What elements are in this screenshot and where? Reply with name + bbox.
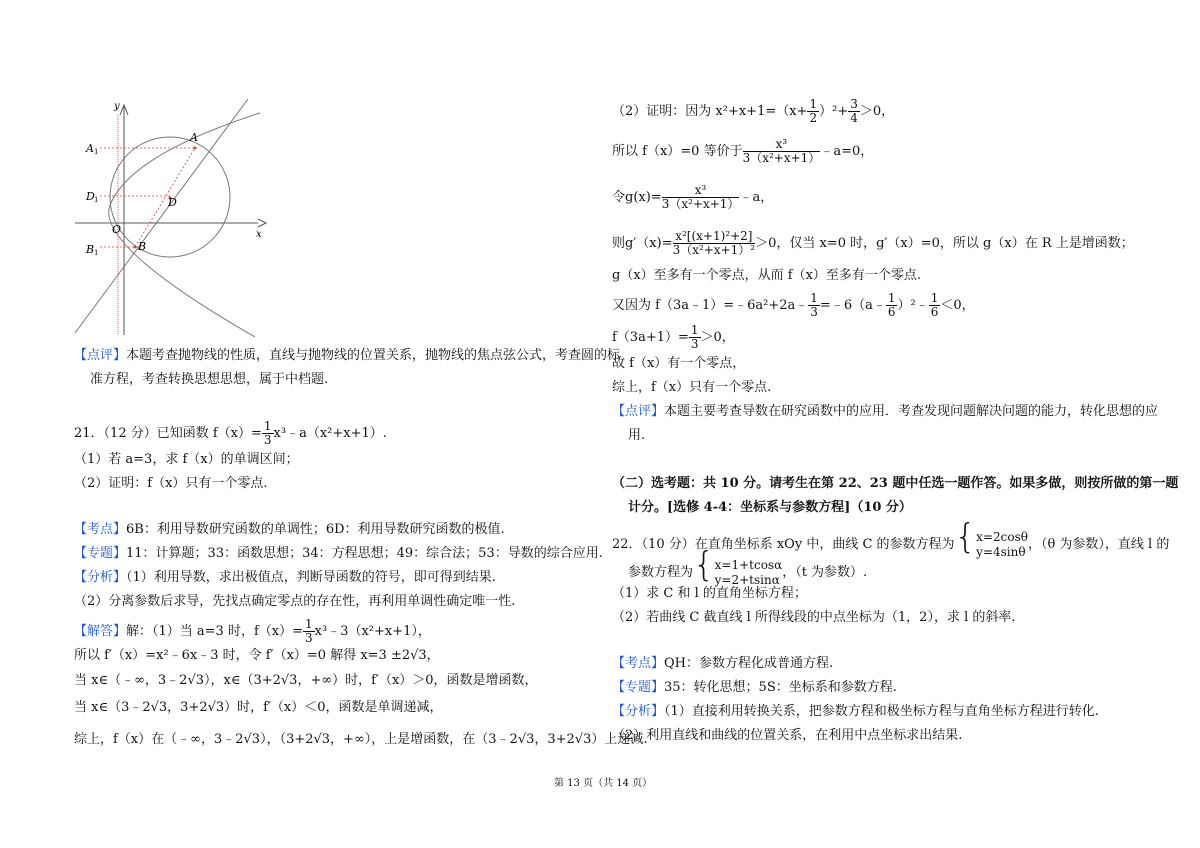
proof-g-deriv: 则g′（x)= $\frac{\text{x²[(x+1)²+2]}}{\text{3（x²+x+1）²}}$ ＞0，仅当 x=0 时，g′（x）=0，所以 g（x）在 R 上是增函数；	[612, 229, 1134, 257]
q21-line-sum: 综上，f（x）在（﹣∞，3﹣2√3），（3+2√3，+∞），上是增函数，在（3﹣2√3，3+2√3）上递减.	[74, 732, 648, 747]
fig-label-d1-sub: 1	[94, 196, 99, 204]
q21-line-deriv: 所以 f′（x）=x²﹣6x﹣3 时，令 f′（x）=0 解得 x=3 ±2√3，	[74, 648, 440, 663]
q21-fenxi: 【分析】（1）利用导数，求出极值点，判断导函数的符号，即可得到结果.	[74, 570, 496, 585]
q22-stem: 22．（10 分）在直角坐标系 xOy 中，曲线 C 的参数方程为{ x=2cosθ y=4sinθ ，（θ 为参数），直线 l 的	[612, 517, 1170, 559]
fig-label-x: x	[256, 229, 262, 240]
fig-label-a1-sub: 1	[94, 148, 99, 156]
q22-part1: （1）求 C 和 l 的直角坐标方程；	[612, 586, 807, 601]
q22-fenxi-line2: （2）利用直线和曲线的位置关系，在利用中点坐标求出结果.	[612, 728, 963, 743]
q22-part2: （2）若曲线 C 截直线 l 所得线段的中点坐标为（1，2），求 l 的斜率.	[612, 610, 1016, 625]
fig-label-y: y	[114, 101, 120, 112]
fig-label-b1-sub: 1	[94, 249, 99, 257]
comment2-line1: 【点评】本题主要考查导数在研究函数中的应用．考查发现问题解决问题的能力，转化思想的应	[612, 404, 1159, 419]
q21-kaodian: 【考点】6B：利用导数研究函数的单调性；6D：利用导数研究函数的极值.	[74, 522, 505, 537]
fraction-one-third: $\frac{1}{3}$	[263, 419, 272, 447]
fig-label-o: O	[112, 223, 122, 236]
fig-label-b1: B	[86, 243, 95, 256]
proof-line1: （2）证明：因为 x²+x+1=（x+ $\frac{1}{2}$ ）²+ $\frac{3}{4}$ ＞0，	[612, 97, 895, 125]
q21-part1: （1）若 a=3，求 f（x）的单调区间；	[74, 452, 299, 467]
q21-line-dec: 当 x∈（3﹣2√3，3+2√3）时，f′（x）＜0，函数是单调递减，	[74, 700, 443, 715]
proof-g-zero: g（x）至多有一个零点，从而 f（x）至多有一个零点.	[612, 268, 922, 283]
q22-kaodian: 【考点】QH：参数方程化成普通方程.	[612, 656, 834, 671]
proof-g-def: 令g(x)= $\frac{\text{x³}}{\text{3（x²+x+1）}}$ ﹣a，	[612, 183, 774, 211]
page-footer: 第 13 页（共 14 页）	[554, 778, 653, 789]
comment1-tag: 【点评】	[74, 348, 127, 363]
proof-equiv: 所以 f（x）=0 等价于 $\frac{\text{x³}}{\text{3（x²+x+1）}}$ ﹣a=0，	[612, 137, 874, 165]
fig-label-a1: A	[86, 142, 94, 155]
fig-label-d1: D	[86, 190, 95, 203]
q21-fenxi-line2: （2）分离参数后求导，先找点确定零点的存在性，再利用单调性确定唯一性.	[74, 594, 516, 609]
fig-label-d: D	[168, 196, 177, 209]
comment1-line2: 准方程，考查转换思想思想，属于中档题.	[90, 372, 329, 387]
proof-conclusion: 综上，f（x）只有一个零点.	[612, 380, 772, 395]
parabola-circle-figure	[70, 95, 270, 340]
proof-one-zero: 故 f（x）有一个零点，	[612, 356, 746, 371]
comment1-line1: 【点评】本题考查抛物线的性质，直线与抛物线的位置关系，抛物线的焦点弦公式，考查圆的标	[74, 348, 621, 363]
q21-zhuanti: 【专题】11：计算题；33：函数思想；34：方程思想；49：综合法；53：导数的综合应用.	[74, 546, 603, 561]
comment2-line2: 用.	[628, 428, 646, 443]
fig-label-a: A	[190, 131, 198, 144]
proof-f3a1: f（3a+1）= $\frac{1}{3}$ ＞0，	[612, 323, 735, 351]
fig-label-b: B	[138, 240, 147, 253]
proof-f3a: 又因为 f（3a﹣1）=﹣6a²+2a﹣ $\frac{1}{3}$ =﹣6（a﹣ $\frac{1}{6}$ ）²﹣ $\frac{1}{6}$ ＜0，	[612, 291, 975, 319]
q21-line-inc: 当 x∈（﹣∞，3﹣2√3），x∈（3+2√3，+∞）时，f′（x）＞0，函数是增函数，	[74, 673, 538, 688]
q22-line-param: 参数方程为{ x=1+tcosα y=2+tsinα ，（t 为参数）.	[628, 545, 868, 587]
q21-stem: 21．（12 分）已知函数 f（x）= $\frac{1}{3}$ x³﹣a（x²+x+1）.	[74, 419, 387, 447]
section-heading-line1: （二）选考题：共 10 分。请考生在第 22、23 题中任选一题作答。如果多做，则按所做的第一题	[612, 476, 1179, 491]
section-heading-line2: 计分。[选修 4-4：坐标系与参数方程]（10 分）	[628, 500, 912, 515]
q21-jieda: 【解答】解：（1）当 a=3 时，f（x）= $\frac{1}{3}$ x³﹣3（x²+x+1），	[74, 617, 431, 645]
q22-zhuanti: 【专题】35：转化思想；5S：坐标系和参数方程.	[612, 680, 897, 695]
q22-fenxi: 【分析】（1）直接利用转换关系，把参数方程和极坐标方程与直角坐标方程进行转化.	[612, 704, 1099, 719]
q21-part2: （2）证明：f（x）只有一个零点.	[74, 476, 268, 491]
